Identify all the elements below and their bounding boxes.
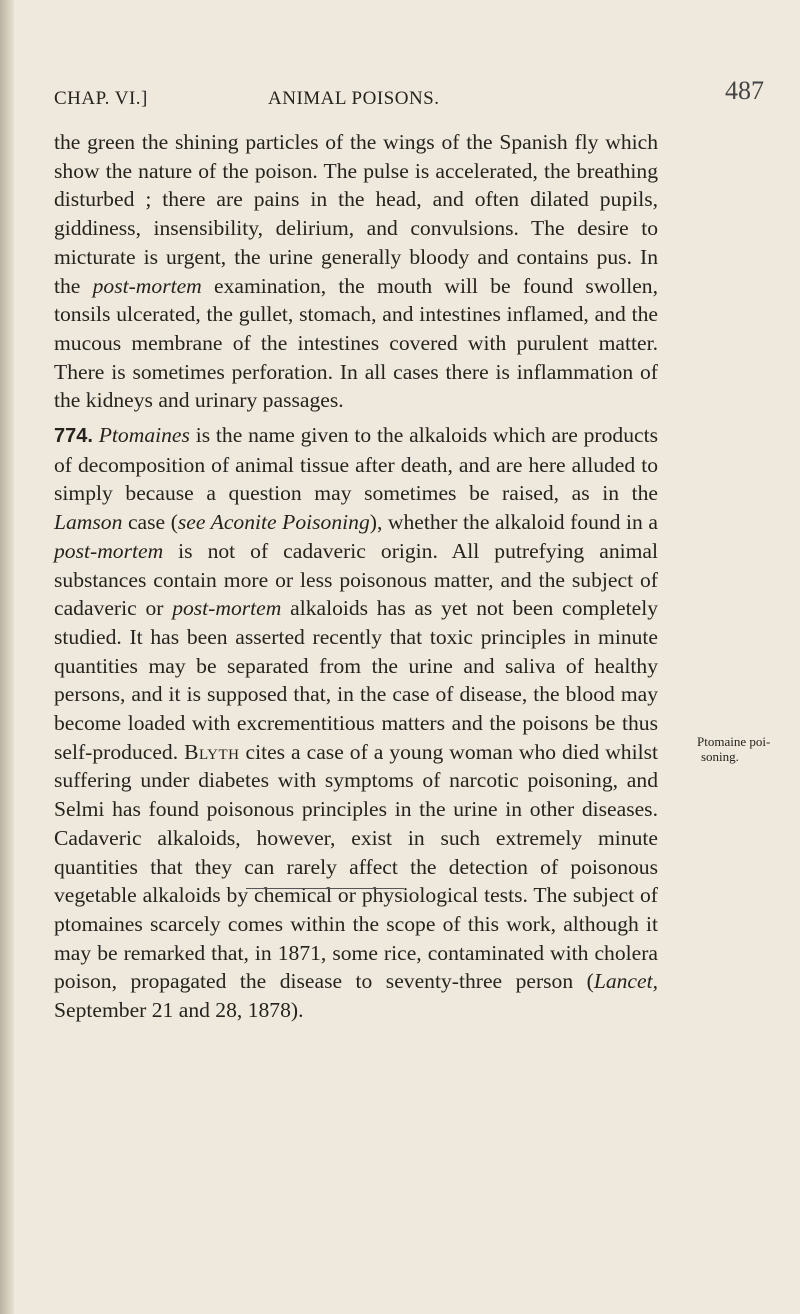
running-header (54, 76, 784, 114)
book-page (14, 0, 800, 1314)
text-run: alkaloids has as yet not been completely studied. It has been asserted recently that toxic principles in minute quantities may be separated from the urine and saliva of healthy persons, and it is supposed that, in the case of disease, the blood may become loaded with excrementitious matters and the poisons be thus self-produced. (54, 596, 658, 764)
paragraph-cantharides-symptoms (54, 128, 658, 415)
text-run: examination, the mouth will be found swollen, tonsils ulcerated, the gullet, stomach, and intestines inflamed, and the mucous membrane of the intestines covered with purulent matter. There is sometimes perforation. In all cases there is inflammation of the kidneys and urinary passages. (54, 273, 658, 413)
page-body (54, 128, 658, 1025)
text-run: is the name given to the alkaloids which are products of decomposition of animal tissue after death, and are here alluded to simply because a question may sometimes be raised, as in the (54, 423, 658, 506)
running-title: ANIMAL POISONS. (268, 88, 440, 109)
page-number: 487 (725, 76, 764, 105)
text-run: case ( (122, 510, 178, 535)
italic-term: post-mortem (92, 273, 202, 298)
text-run: is not of cadaveric origin. All putrefying animal substances contain more or less poisonous matter, and the subject of cadaveric or (54, 538, 658, 621)
chapter-label: CHAP. VI.] (54, 88, 148, 109)
italic-term: post-mortem (54, 538, 164, 563)
margin-note (697, 734, 800, 764)
margin-note-line: soning. (701, 749, 739, 764)
author-name: Blyth (184, 739, 240, 764)
text-run: , September 21 and 28, 1878). (54, 969, 658, 1023)
italic-citation: Lancet (593, 969, 653, 994)
text-run: the green the shining particles of the wings of the Spanish fly which show the nature of the poison. The pulse is accelerated, the breathing disturbed ; there are pains in the head, and often dilated pupils, giddiness, insensibility, delirium, and convulsions. The desire to micturate is urgent, the urine generally bloody and contains pus. In the (54, 130, 658, 298)
margin-note-line: Ptomaine poi- (697, 734, 771, 749)
italic-cross-reference: see Aconite Poisoning (177, 510, 370, 535)
italic-term: post-mortem (172, 596, 282, 621)
italic-term: Lamson (54, 510, 123, 535)
end-rule (246, 888, 404, 889)
paragraph-ptomaines (54, 421, 658, 1025)
text-run: cites a case of a young woman who died whilst suffering under diabetes with symptoms of narcotic poisoning, and Selmi has found poisonous principles in the urine in other diseases. Cadaveric alkaloids, however, exist in such extremely minute quantities that they can rarely affect the detection of poisonous vegetable alkaloids by chemical or physiological tests. The subject of ptomaines scarcely comes within the scope of this work, although it may be remarked that, in 1871, some rice, contaminated with cholera poison, propagated the disease to seventy-three person ( (54, 739, 658, 994)
book-spine-shadow (0, 0, 14, 1314)
section-number: 774. (54, 425, 93, 448)
text-run: ), whether the alkaloid found in a (369, 510, 658, 535)
italic-term: Ptomaines (98, 423, 190, 448)
